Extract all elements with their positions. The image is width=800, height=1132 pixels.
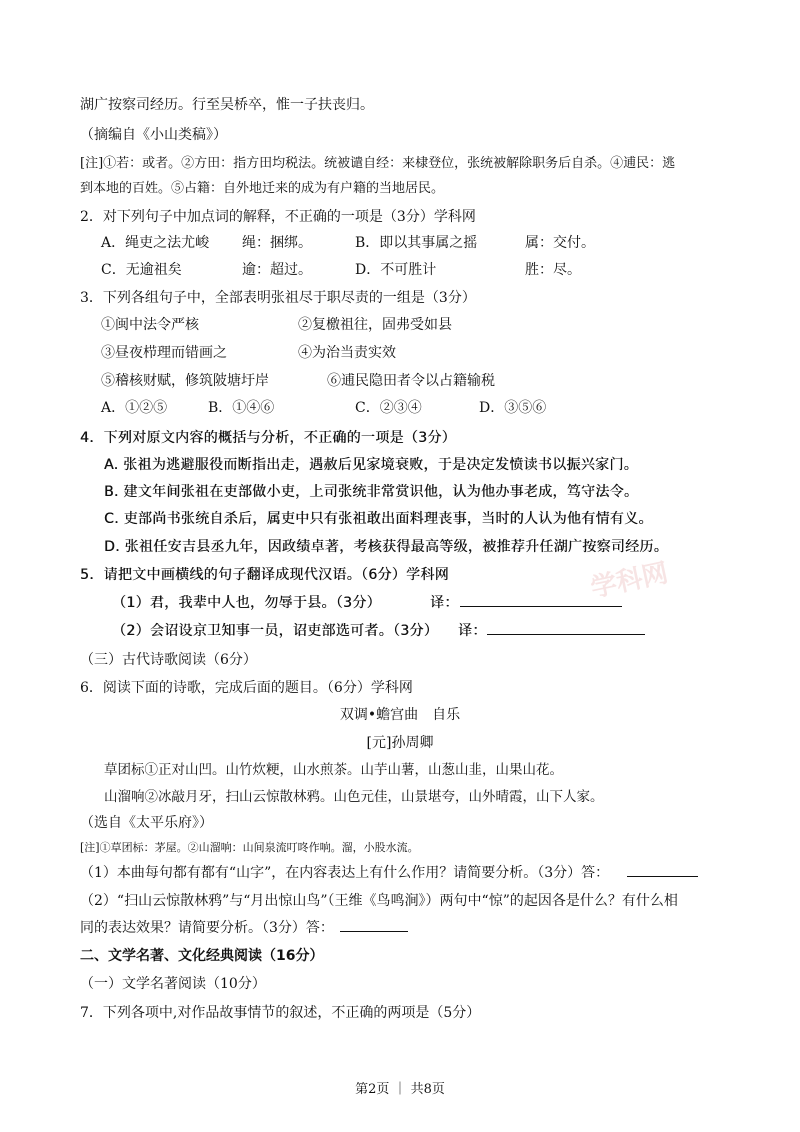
intro-note-cont: 到本地的百姓。⑤占籍：自外地迁来的成为有户籍的当地居民。 — [80, 181, 445, 196]
question-3-stem: 3．下列各组句子中，全部表明张祖尽于职尽责的一组是（3分） — [80, 290, 476, 306]
q3-item-6: ⑥逋民隐田者令以占籍输税 — [327, 373, 495, 389]
poem-line-2: 山溜响②冰敲月牙，扫山云惊散林鸦。山色元佳，山景堪夸，山外晴霞，山下人家。 — [104, 789, 604, 805]
q5-answer-blank-1[interactable] — [460, 592, 622, 607]
q6-subquestion-2: （2）“扫山云惊散林鸦”与“月出惊山鸟”（王维《鸟鸣涧》）两句中“惊”的起因各是什么？有什么相 — [80, 893, 678, 909]
poem-line-1: 草团标①正对山凹。山竹炊粳，山水煎茶。山芋山薯，山葱山韭，山果山花。 — [104, 762, 563, 778]
q3-option-c: C．②③④ — [355, 400, 422, 416]
q5-answer-label-1: 译： — [430, 595, 459, 611]
page-footer: 第2页 ｜ 共8页 — [355, 1082, 445, 1097]
q5-sentence-1: （1）君，我辈中人也，勿辱于县。（3分） — [112, 595, 381, 611]
q5-answer-blank-2[interactable] — [487, 620, 645, 635]
intro-source: （摘编自《小山类稿》） — [80, 127, 227, 143]
q5-sentence-2: （2）会诏设京卫知事一员，诏吏部选可者。（3分） — [112, 623, 439, 639]
q2-option-d: D．不可胜计 — [355, 262, 437, 278]
q6-answer-blank-2[interactable] — [340, 917, 408, 932]
q3-item-3: ③昼夜栉理而错画之 — [101, 345, 227, 361]
q5-answer-label-2: 译： — [458, 623, 487, 639]
q4-option-b: B. 建文年间张祖在吏部做小吏，上司张统非常赏识他，认为他办事老成，笃守法令。 — [104, 484, 639, 500]
q2-option-a-explanation: 绳：捆绑。 — [242, 235, 312, 251]
q3-item-1: ①闽中法令严核 — [101, 317, 199, 333]
poem-source: （选自《太平乐府》） — [80, 815, 213, 831]
question-7-stem: 7．下列各项中,对作品故事情节的叙述，不正确的两项是（5分） — [80, 1005, 481, 1021]
part-2-heading: 二、文学名著、文化经典阅读（16分） — [80, 948, 324, 964]
question-5-stem: 5．请把文中画横线的句子翻译成现代汉语。（6分）学科网 — [80, 567, 449, 583]
poem-note: [注]①草团标：茅屋。②山溜响：山间泉流叮咚作响。溜，小股水流。 — [80, 841, 419, 854]
part-2-subheading: （一）文学名著阅读（10分） — [80, 976, 266, 992]
intro-line: 湖广按察司经历。行至吴桥卒，惟一子扶丧归。 — [80, 97, 374, 113]
q4-option-d: D. 张祖任安吉县丞九年，因政绩卓著，考核获得最高等级，被推荐升任湖广按察司经历。 — [104, 539, 668, 555]
q3-option-d: D．③⑤⑥ — [479, 400, 547, 416]
q6-subquestion-2-cont: 同的表达效果？请简要分析。（3分）答： — [80, 920, 334, 936]
q2-option-a: A．绳吏之法尤峻 — [101, 235, 210, 251]
question-2-stem: 2．对下列句子中加点词的解释，不正确的一项是（3分）学科网 — [80, 209, 476, 225]
q3-item-2: ②复檄祖往，固弗受如县 — [298, 317, 452, 333]
q3-option-a: A．①②⑤ — [101, 400, 168, 416]
poem-author: [元]孙周卿 — [366, 735, 434, 751]
q6-answer-blank-1[interactable] — [627, 862, 698, 877]
q6-subquestion-1: （1）本曲每句都有都有“山字”，在内容表达上有什么作用？请简要分析。（3分）答： — [80, 865, 610, 881]
q2-option-c-explanation: 逾：超过。 — [242, 262, 312, 278]
q2-option-d-explanation: 胜：尽。 — [525, 262, 581, 278]
intro-note: [注]①若：或者。②方田：指方田均税法。统被谴自经：来棣登位，张统被解除职务后自杀。④逋民：逃 — [80, 156, 676, 171]
question-4-stem: 4．下列对原文内容的概括与分析，不正确的一项是（3分） — [80, 430, 456, 446]
poem-title: 双调•蟾宫曲 自乐 — [339, 707, 461, 723]
section-3-heading: （三）古代诗歌阅读（6分） — [80, 652, 257, 668]
q2-option-c: C．无逾祖矣 — [101, 262, 182, 278]
q3-option-b: B．①④⑥ — [208, 400, 275, 416]
question-6-stem: 6．阅读下面的诗歌，完成后面的题目。（6分）学科网 — [80, 680, 413, 696]
q3-item-5: ⑤稽核财赋，修筑陂塘圩岸 — [101, 373, 269, 389]
q2-option-b: B．即以其事属之摇 — [355, 235, 478, 251]
q2-option-b-explanation: 属：交付。 — [525, 235, 595, 251]
q4-option-a: A. 张祖为逃避服役而断指出走，遇赦后见家境衰败，于是决定发愤读书以振兴家门。 — [104, 457, 638, 473]
q3-item-4: ④为治当责实效 — [298, 345, 396, 361]
watermark: 学科网 — [588, 558, 671, 604]
q4-option-c: C. 吏部尚书张统自杀后，属吏中只有张祖敢出面料理丧事，当时的人认为他有情有义。 — [104, 511, 653, 527]
